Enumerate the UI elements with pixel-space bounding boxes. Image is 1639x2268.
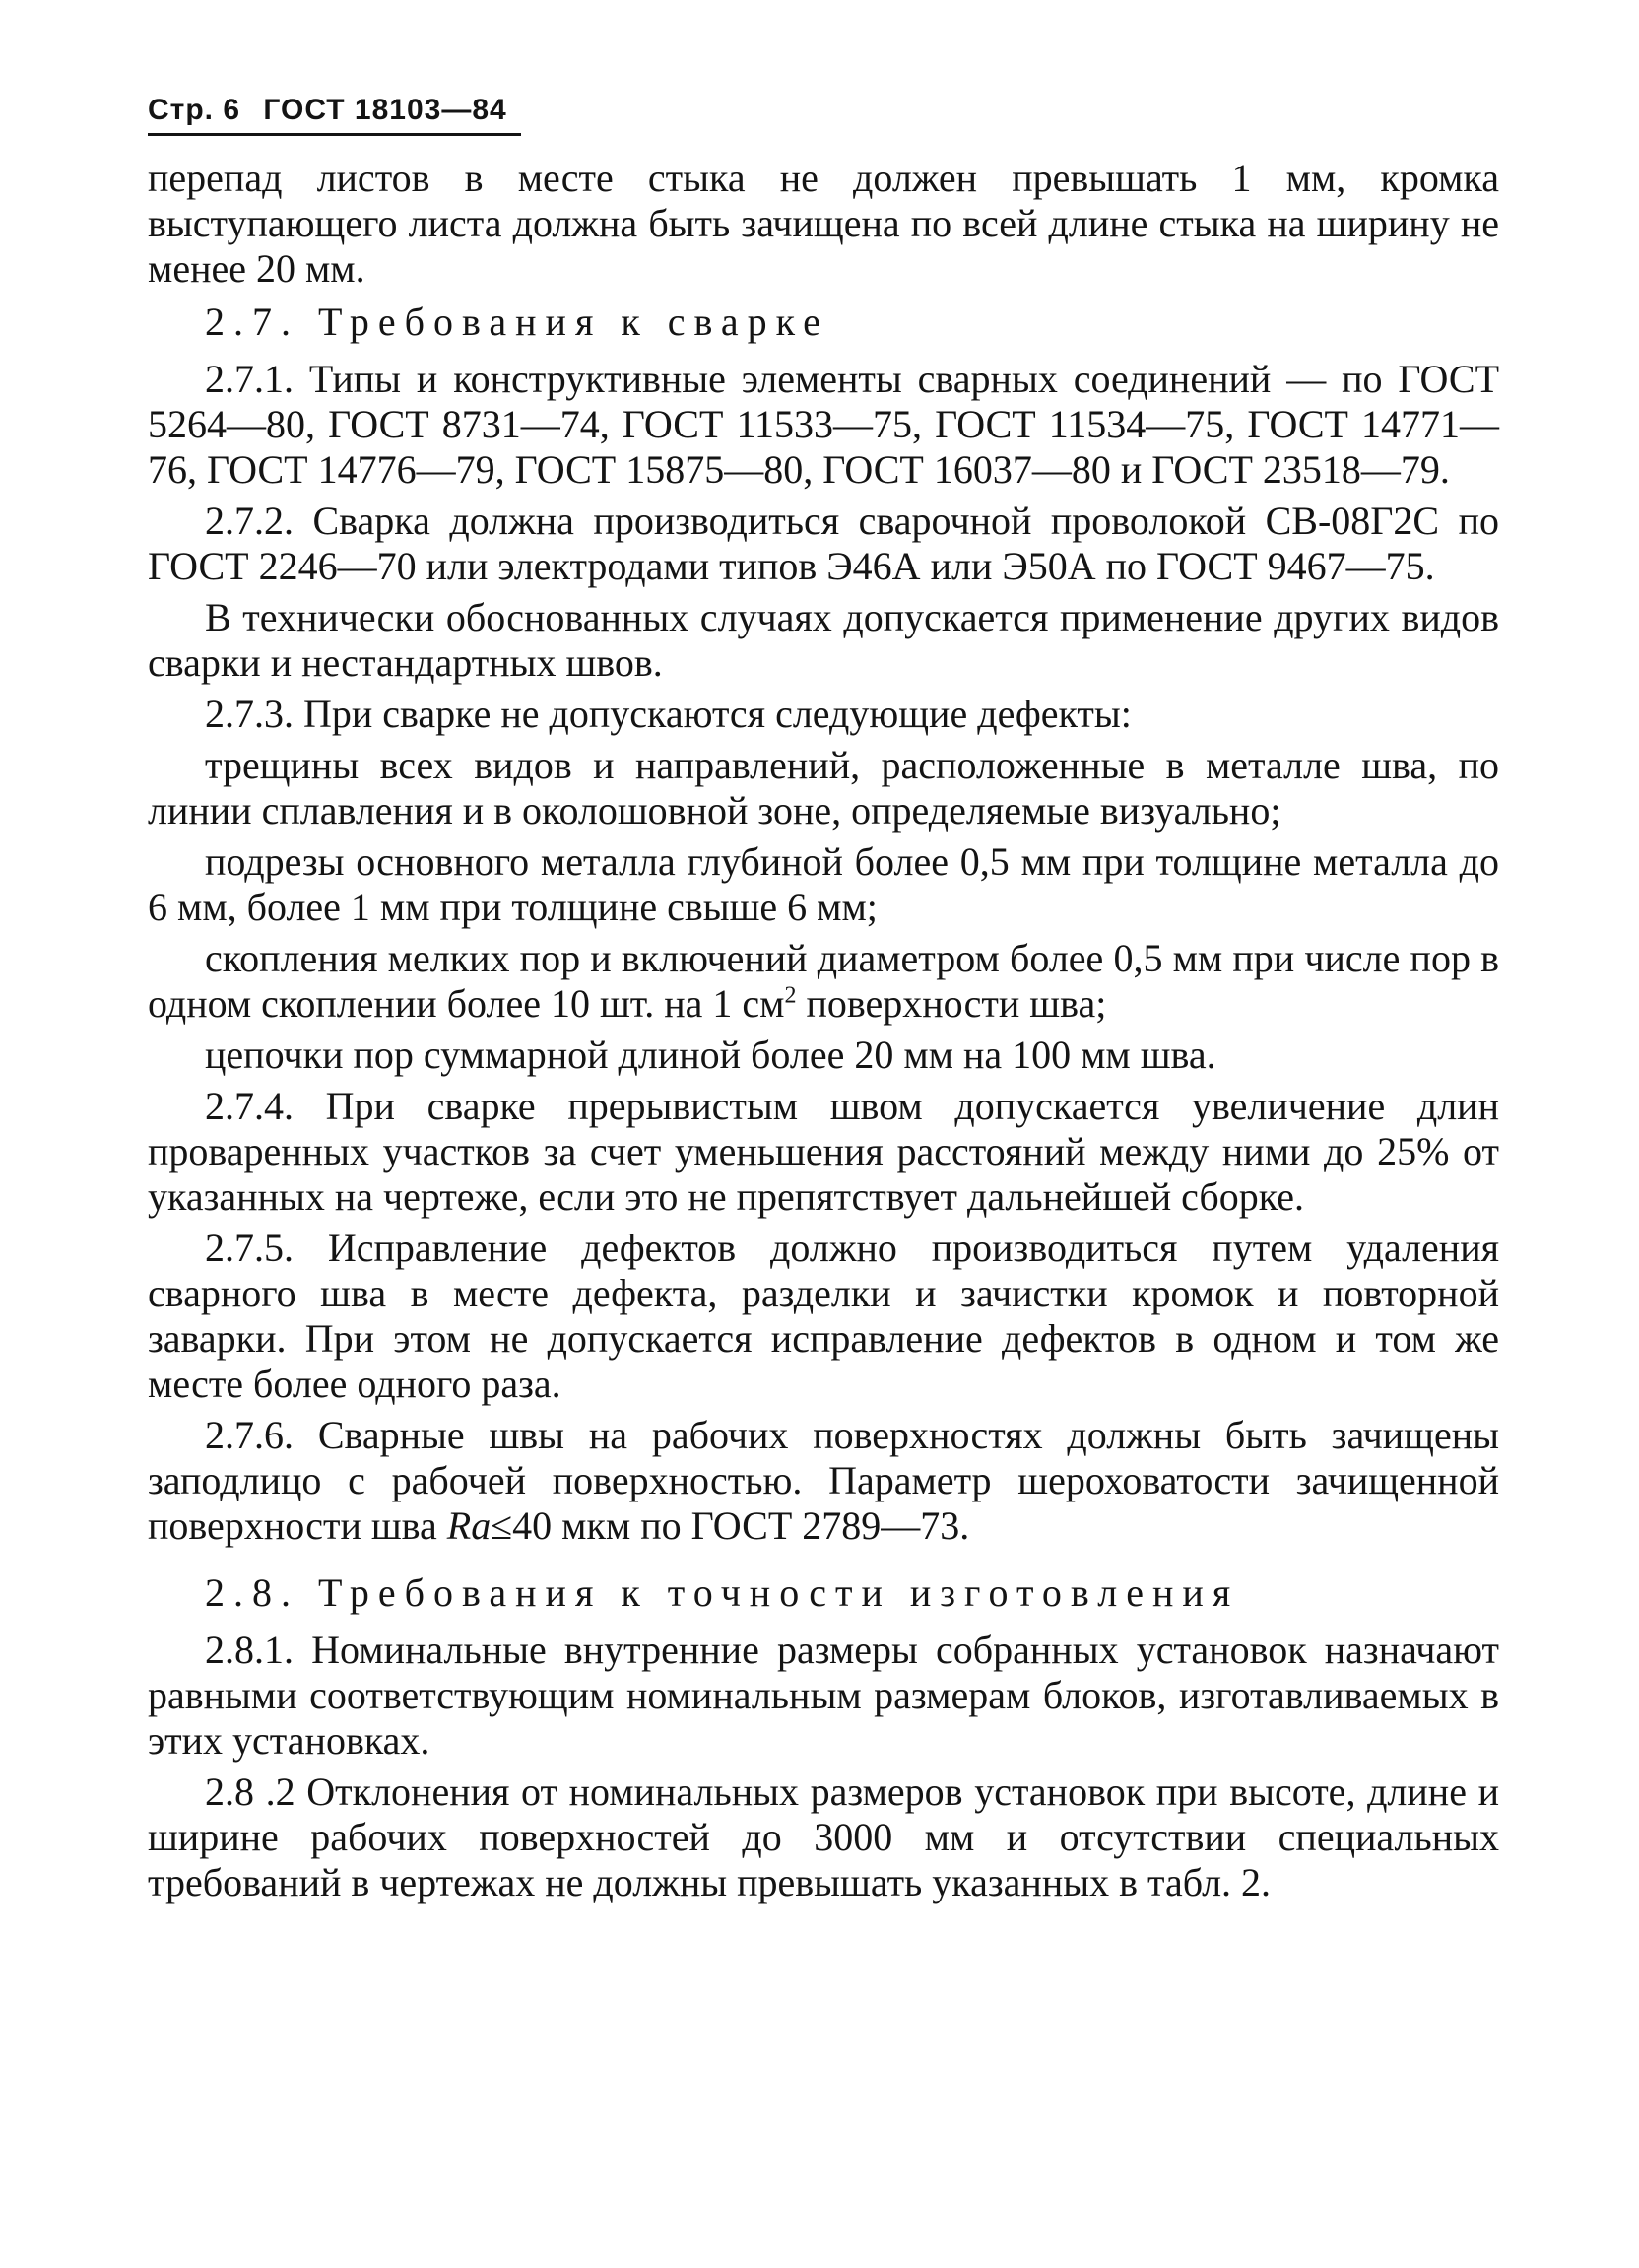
paragraph-2-7-6: [148, 1413, 1499, 1549]
section-heading-2-7: 2.7. Требования к сварке: [205, 300, 829, 344]
paragraph-2-7-6-text-end: ≤40 мкм по ГОСТ 2789—73.: [491, 1503, 970, 1548]
pore-clusters-text-end: поверхности шва;: [796, 981, 1107, 1026]
standard-code: ГОСТ 18103—84: [263, 94, 507, 126]
defect-item-cracks: трещины всех видов и направлений, расположенные в металле шва, по линии сплавления и в околошовной зоне, определяемые визуально;: [148, 743, 1499, 833]
paragraph-2-8-1: 2.8.1. Номинальные внутренние размеры собранных установок назначают равными соответствующим номинальным размерам блоков, изготавливаемых в этих установках.: [148, 1628, 1499, 1763]
paragraph-continuation: перепад листов в месте стыка не должен превышать 1 мм, кромка выступающего листа должна быть зачищена по всей длине стыка на ширину не менее 20 мм.: [148, 156, 1499, 291]
page-number: Стр. 6: [148, 94, 241, 126]
document-page: [148, 94, 1499, 1911]
page-header: [148, 94, 521, 136]
paragraph-2-7-3: 2.7.3. При сварке не допускаются следующие дефекты:: [205, 692, 1132, 736]
defect-item-undercuts: подрезы основного металла глубиной более 0,5 мм при толщине металла до 6 мм, более 1 мм при толщине свыше 6 мм;: [148, 839, 1499, 929]
defect-item-pore-clusters: [148, 936, 1499, 1027]
ra-symbol: Ra: [446, 1503, 492, 1548]
paragraph-2-7-2-note: В технически обоснованных случаях допускается применение других видов сварки и нестандартных швов.: [148, 595, 1499, 685]
paragraph-2-7-6-text: 2.7.6. Сварные швы на рабочих поверхностях должны быть зачищены заподлицо с рабочей поверхностью. Параметр шероховатости зачищенной поверхности шва: [148, 1413, 1499, 1548]
pore-clusters-text: скопления мелких пор и включений диаметром более 0,5 мм при числе пор в одном скоплении более 10 шт. на 1 см: [148, 936, 1499, 1026]
paragraph-2-7-2: 2.7.2. Сварка должна производиться сварочной проволокой СВ-08Г2С по ГОСТ 2246—70 или электродами типов Э46А или Э50А по ГОСТ 9467—75.: [148, 499, 1499, 588]
superscript-2: 2: [784, 982, 797, 1009]
section-heading-2-8: 2.8. Требования к точности изготовления: [205, 1570, 1240, 1615]
defect-item-pore-chains: цепочки пор суммарной длиной более 20 мм на 100 мм шва.: [205, 1033, 1216, 1077]
paragraph-2-8-2: 2.8 .2 Отклонения от номинальных размеров установок при высоте, длине и ширине рабочих поверхностей до 3000 мм и отсутствии специальных требований в чертежах не должны превышать указанных в табл. 2.: [148, 1769, 1499, 1904]
paragraph-2-7-4: 2.7.4. При сварке прерывистым швом допускается увеличение длин проваренных участков за счет уменьшения расстояний между ними до 25% от указанных на чертеже, если это не препятствует дальнейшей сборке.: [148, 1084, 1499, 1219]
paragraph-2-7-1: 2.7.1. Типы и конструктивные элементы сварных соединений — по ГОСТ 5264—80, ГОСТ 8731—74, ГОСТ 11533—75, ГОСТ 11534—75, ГОСТ 14771—76, ГОСТ 14776—79, ГОСТ 15875—80, ГОСТ 16037—80 и ГОСТ 23518—79.: [148, 357, 1499, 492]
paragraph-2-7-5: 2.7.5. Исправление дефектов должно производиться путем удаления сварного шва в месте дефекта, разделки и зачистки кромок и повторной заварки. При этом не допускается исправление дефектов в одном и том же месте более одного раза.: [148, 1226, 1499, 1406]
